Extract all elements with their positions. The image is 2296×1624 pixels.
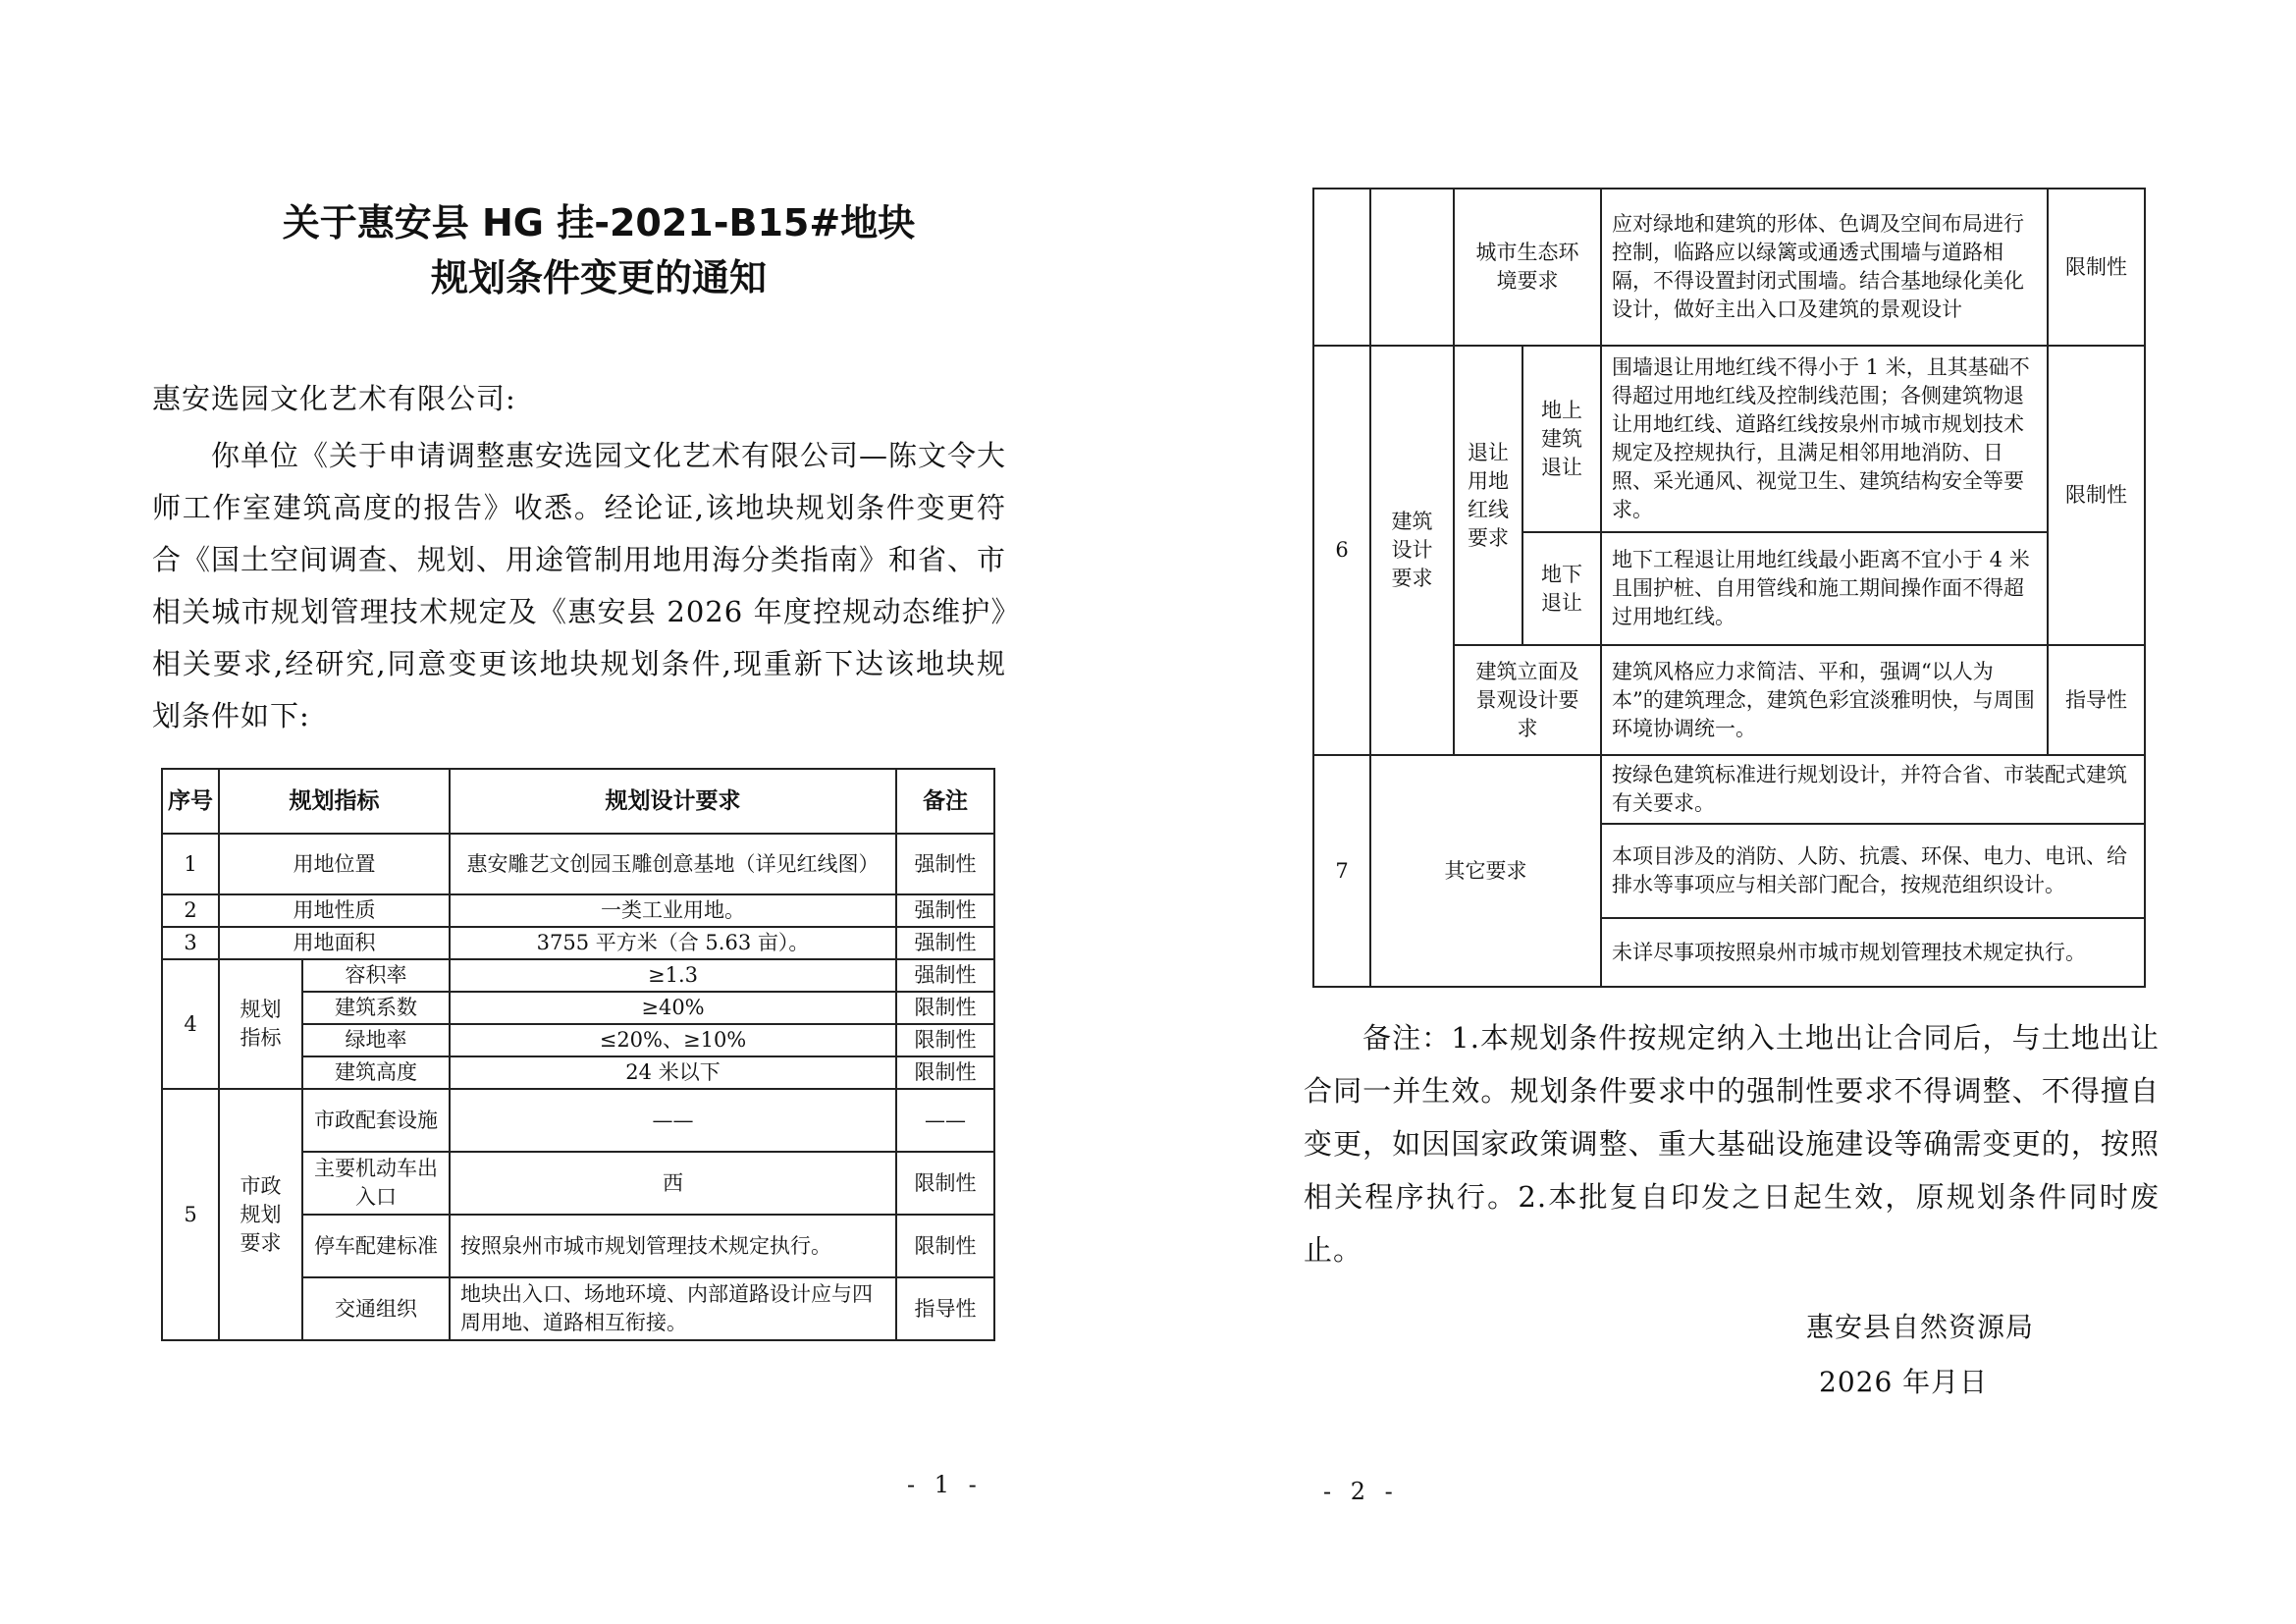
- row-index: 地下退让: [1522, 532, 1601, 645]
- row-note: ——: [896, 1089, 994, 1152]
- row-group: [1370, 189, 1454, 346]
- row-index: 建筑系数: [302, 992, 450, 1024]
- row-requirement: ——: [450, 1089, 896, 1152]
- row-note: 指导性: [896, 1277, 994, 1340]
- row-index: 主要机动车出入口: [302, 1152, 450, 1215]
- row-note: 限制性: [896, 1215, 994, 1277]
- row-requirement: 一类工业用地。: [450, 894, 896, 927]
- row-index: 其它要求: [1370, 755, 1601, 987]
- row-note: 限制性: [896, 1056, 994, 1089]
- planning-conditions-table-2: [1312, 188, 2146, 988]
- row-no: [1313, 189, 1370, 346]
- notice-body: 你单位《关于申请调整惠安选园文化艺术有限公司—陈文令大师工作室建筑高度的报告》收悉。经论证,该地块规划条件变更符合《国土空间调查、规划、用途管制用地用海分类指南》和省、市相关城市规划管理技术规定及《惠安县 2026 年度控规动态维护》相关要求,经研究,同意变更该地块规划条件,现重新下达该地块规划条件如下:: [152, 439, 1007, 732]
- row-requirement: ≤20%、≥10%: [450, 1024, 896, 1056]
- table-row: [162, 959, 994, 992]
- row-requirement: 围墙退让用地红线不得小于 1 米，且其基础不得超过用地红线及控制线范围；各侧建筑物退让用地红线、道路红线按泉州市城市规划技术规定及控规执行，且满足相邻用地消防、日照、采光通风、视觉卫生、建筑结构安全等要求。: [1601, 346, 2048, 532]
- row-no: 3: [162, 927, 219, 959]
- issue-date: 2026 年月日: [1819, 1366, 1989, 1398]
- row-requirement: 应对绿地和建筑的形体、色调及空间布局进行控制，临路应以绿篱或通透式围墙与道路相隔，不得设置封闭式围墙。结合基地绿化美化设计，做好主出入口及建筑的景观设计: [1601, 189, 2048, 346]
- row-requirement: 建筑风格应力求简洁、平和，强调“以人为本”的建筑理念，建筑色彩宜淡雅明快，与周围环境协调统一。: [1601, 645, 2048, 755]
- row-requirement: 西: [450, 1152, 896, 1215]
- table-row: [1313, 346, 2145, 532]
- row-no: 4: [162, 959, 219, 1089]
- header-index: 规划指标: [219, 769, 450, 834]
- row-index: 用地位置: [219, 834, 450, 894]
- row-requirement: 按绿色建筑标准进行规划设计，并符合省、市装配式建筑有关要求。: [1601, 755, 2145, 824]
- row-index: 地上建筑退让: [1522, 346, 1601, 532]
- row-requirement: 3755 平方米（合 5.63 亩）。: [450, 927, 896, 959]
- row-note: 限制性: [896, 992, 994, 1024]
- row-note: 限制性: [896, 1024, 994, 1056]
- remark-text: 备注：1.本规划条件按规定纳入土地出让合同后，与土地出让合同一并生效。规划条件要求中的强制性要求不得调整、不得擅自变更，如因国家政策调整、重大基础设施建设等确需变更的，按照相关程序执行。2.本批复自印发之日起生效，原规划条件同时废止。: [1304, 1021, 2160, 1267]
- table-header-row: [162, 769, 994, 834]
- row-no: 1: [162, 834, 219, 894]
- document-title-line-1: 关于惠安县 HG 挂-2021-B15#地块: [282, 201, 916, 244]
- row-requirement: 按照泉州市城市规划管理技术规定执行。: [450, 1215, 896, 1277]
- document-title-line-2: 规划条件变更的通知: [430, 256, 767, 299]
- row-index: 交通组织: [302, 1277, 450, 1340]
- table-row: [162, 894, 994, 927]
- issuer: 惠安县自然资源局: [1806, 1311, 2035, 1343]
- row-index: 容积率: [302, 959, 450, 992]
- row-index: 用地面积: [219, 927, 450, 959]
- row-note: 限制性: [2048, 346, 2145, 645]
- row-index: 建筑高度: [302, 1056, 450, 1089]
- table-row: [162, 834, 994, 894]
- header-requirement: 规划设计要求: [450, 769, 896, 834]
- row-index: 用地性质: [219, 894, 450, 927]
- row-requirement: 本项目涉及的消防、人防、抗震、环保、电力、电讯、给排水等事项应与相关部门配合，按规范组织设计。: [1601, 824, 2145, 918]
- row-note: 限制性: [896, 1152, 994, 1215]
- page-number: - 1 -: [907, 1471, 983, 1498]
- header-no: 序号: [162, 769, 219, 834]
- row-subgroup: 退让用地红线要求: [1454, 346, 1522, 645]
- row-note: 强制性: [896, 959, 994, 992]
- row-requirement: 地块出入口、场地环境、内部道路设计应与四周用地、道路相互衔接。: [450, 1277, 896, 1340]
- row-no: 6: [1313, 346, 1370, 755]
- row-requirement: ≥1.3: [450, 959, 896, 992]
- row-index: 绿地率: [302, 1024, 450, 1056]
- row-no: 2: [162, 894, 219, 927]
- row-requirement: 24 米以下: [450, 1056, 896, 1089]
- page-2: [1148, 0, 2296, 1624]
- row-index: 停车配建标准: [302, 1215, 450, 1277]
- row-requirement: 未详尽事项按照泉州市城市规划管理技术规定执行。: [1601, 918, 2145, 987]
- row-requirement: 地下工程退让用地红线最小距离不宜小于 4 米且围护桩、自用管线和施工期间操作面不得超过用地红线。: [1601, 532, 2048, 645]
- addressee: 惠安选园文化艺术有限公司:: [152, 382, 516, 415]
- row-note: 强制性: [896, 927, 994, 959]
- table-row: [162, 1089, 994, 1152]
- page-number: - 2 -: [1323, 1478, 1399, 1505]
- row-note: 指导性: [2048, 645, 2145, 755]
- planning-conditions-table-1: [161, 768, 995, 1341]
- row-note: 限制性: [2048, 189, 2145, 346]
- row-no: 5: [162, 1089, 219, 1340]
- row-index: 城市生态环境要求: [1454, 189, 1601, 346]
- table-row: [1313, 755, 2145, 824]
- table-row: [162, 927, 994, 959]
- header-note: 备注: [896, 769, 994, 834]
- row-group: 规划指标: [219, 959, 302, 1089]
- row-note: 强制性: [896, 834, 994, 894]
- row-requirement: 惠安雕艺文创园玉雕创意基地（详见红线图）: [450, 834, 896, 894]
- row-note: 强制性: [896, 894, 994, 927]
- table-row: [1313, 189, 2145, 346]
- row-group: 市政规划要求: [219, 1089, 302, 1340]
- row-requirement: ≥40%: [450, 992, 896, 1024]
- row-index: 建筑立面及景观设计要求: [1454, 645, 1601, 755]
- row-group: 建筑设计要求: [1370, 346, 1454, 755]
- row-no: 7: [1313, 755, 1370, 987]
- row-index: 市政配套设施: [302, 1089, 450, 1152]
